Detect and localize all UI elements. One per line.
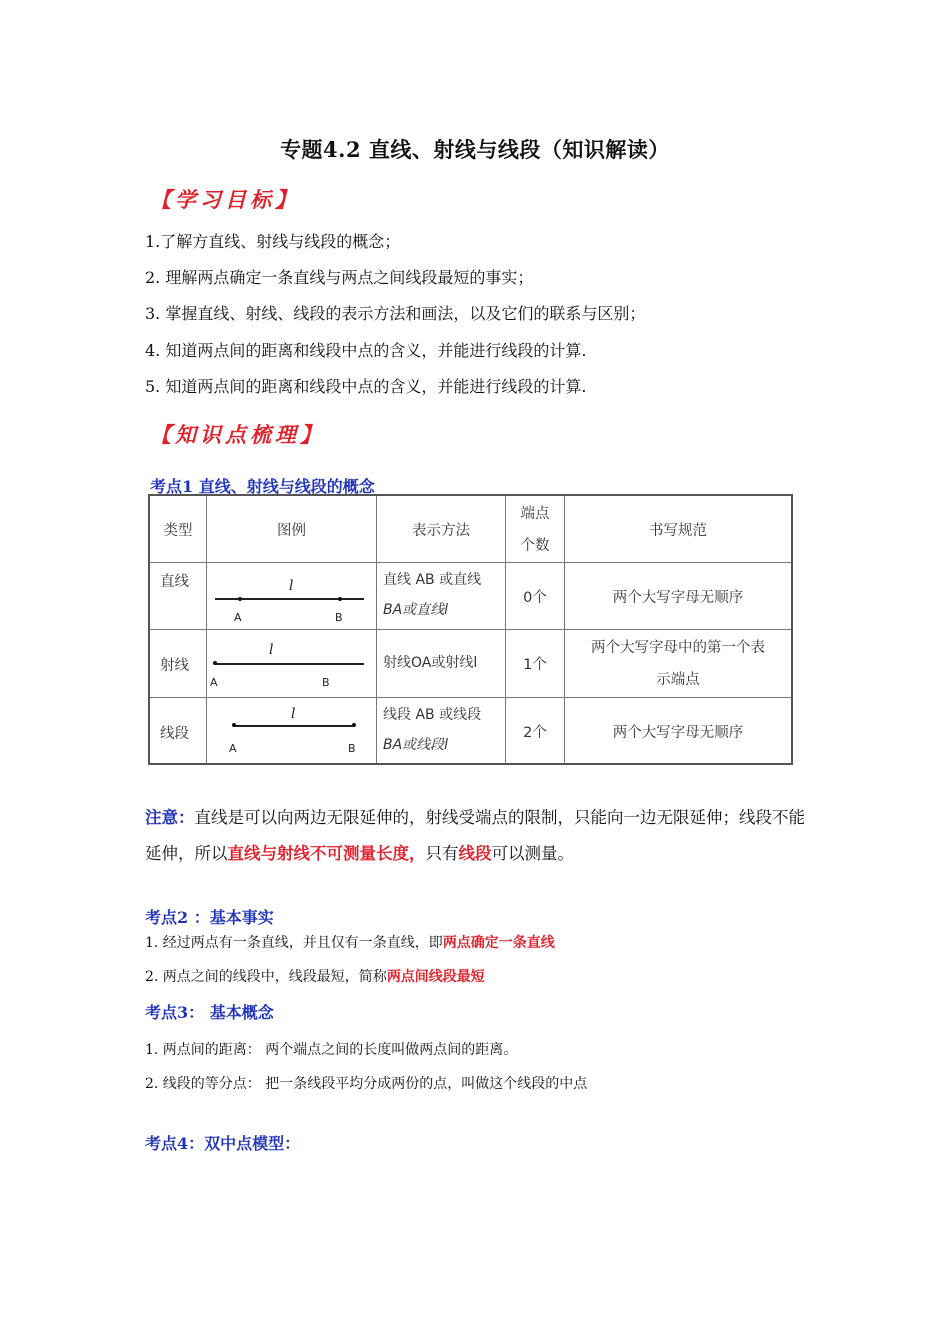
point-a-dot — [238, 597, 242, 601]
note-red-2: 线段 — [458, 844, 492, 863]
learning-goals-heading: 【学习目标】 — [150, 187, 300, 212]
row-segment-repr-2: BA或线段l — [383, 737, 449, 753]
row-ray-rule-2: 示端点 — [656, 672, 700, 688]
kp2-item-1-text: 1. 经过两点有一条直线，并且仅有一条直线，即 — [145, 935, 443, 951]
row-segment-repr-1: 线段 AB 或线段 — [383, 707, 482, 723]
note-text-2: 只有 — [425, 844, 459, 863]
row-ray-repr — [377, 630, 505, 697]
row-segment-repr — [377, 698, 505, 765]
note-text-3: 可以测量。 — [491, 844, 574, 863]
kp2-item-1-red: 两点确定一条直线 — [442, 935, 555, 951]
header-rule: 书写规范 — [649, 522, 707, 539]
row-segment-rule: 两个大写字母无顺序 — [612, 725, 744, 741]
kp2-item-2 — [145, 966, 485, 986]
row-line-figure — [207, 563, 376, 629]
kp2-item-1 — [145, 932, 555, 952]
row-ray-endpoints: 1个 — [523, 657, 547, 673]
concept-table — [148, 494, 793, 765]
ray-point-a-label: A — [210, 676, 218, 689]
ray-endpoint-dot — [213, 661, 217, 665]
row-segment-endpoints: 2个 — [523, 725, 547, 741]
row-line-repr-1: 直线 AB 或直线 — [383, 572, 482, 588]
row-line-endpoints: 0个 — [523, 589, 547, 606]
kp3-heading: 考点3： 基本概念 — [145, 1003, 274, 1022]
ray-line — [215, 663, 364, 665]
row-segment-type: 线段 — [160, 726, 189, 742]
kp1-heading: 考点1 直线、射线与线段的概念 — [150, 477, 375, 496]
kp2-item-2-red: 两点间线段最短 — [386, 969, 485, 985]
row-ray-type: 射线 — [160, 658, 189, 674]
kp3-item-2: 2. 线段的等分点： 把一条线段平均分成两份的点，叫做这个线段的中点 — [145, 1076, 588, 1092]
row-line-repr — [377, 563, 505, 629]
ray-point-b-label: B — [322, 676, 330, 689]
row-line-rule: 两个大写字母无顺序 — [612, 589, 744, 606]
header-repr: 表示方法 — [412, 522, 470, 539]
note-red-1: 直线与射线不可测量长度， — [227, 844, 426, 863]
page-title: 专题4.2 直线、射线与线段（知识解读） — [280, 137, 670, 162]
header-endpoints-line2: 个数 — [520, 538, 550, 554]
goal-item-1: 1.了解方直线、射线与线段的概念； — [145, 232, 401, 251]
row-ray-rule-1: 两个大写字母中的第一个表 — [591, 640, 765, 656]
point-b-dot — [338, 597, 342, 601]
knowledge-heading: 【知识点梳理】 — [150, 422, 325, 447]
row-ray-repr-1: 射线OA或射线l — [383, 655, 478, 671]
goal-item-5: 5. 知道两点间的距离和线段中点的含义，并能进行线段的计算. — [145, 377, 587, 396]
point-a-label: A — [234, 611, 242, 624]
ray-label-l: l — [269, 642, 274, 658]
segment-b-label: B — [348, 742, 356, 755]
header-type: 类型 — [163, 522, 193, 539]
row-ray-rule — [565, 630, 791, 697]
kp3-item-1: 1. 两点间的距离： 两个端点之间的长度叫做两点间的距离。 — [145, 1042, 518, 1058]
note-label: 注意： — [145, 808, 195, 827]
note-text-1: 直线是可以向两边无限延伸的，射线受端点的限制，只能向一边无限延伸；线段不能 延伸，所以 — [145, 808, 805, 863]
segment-line — [233, 725, 355, 727]
segment-a-label: A — [229, 742, 237, 755]
row-ray-figure — [207, 630, 376, 697]
segment-b-dot — [352, 723, 356, 727]
header-endpoints — [506, 496, 564, 562]
segment-a-dot — [232, 723, 236, 727]
segment-label-l: l — [291, 706, 296, 722]
goal-item-3: 3. 掌握直线、射线、线段的表示方法和画法，以及它们的联系与区别； — [145, 304, 646, 323]
kp2-item-2-text: 2. 两点之间的线段中，线段最短，简称 — [145, 969, 387, 985]
row-line-type: 直线 — [160, 574, 189, 590]
kp2-heading: 考点2 ：基本事实 — [145, 908, 274, 927]
note-paragraph — [145, 800, 805, 872]
header-endpoints-line1: 端点 — [520, 506, 550, 522]
header-figure: 图例 — [277, 522, 306, 539]
goal-item-2: 2. 理解两点确定一条直线与两点之间线段最短的事实； — [145, 268, 534, 287]
kp4-heading: 考点4：双中点模型： — [145, 1134, 301, 1153]
row-segment-figure — [207, 698, 376, 765]
row-line-repr-2: BA或直线l — [383, 602, 449, 618]
point-b-label: B — [335, 611, 343, 624]
goal-item-4: 4. 知道两点间的距离和线段中点的含义，并能进行线段的计算. — [145, 341, 587, 360]
line-label-l: l — [289, 578, 294, 594]
